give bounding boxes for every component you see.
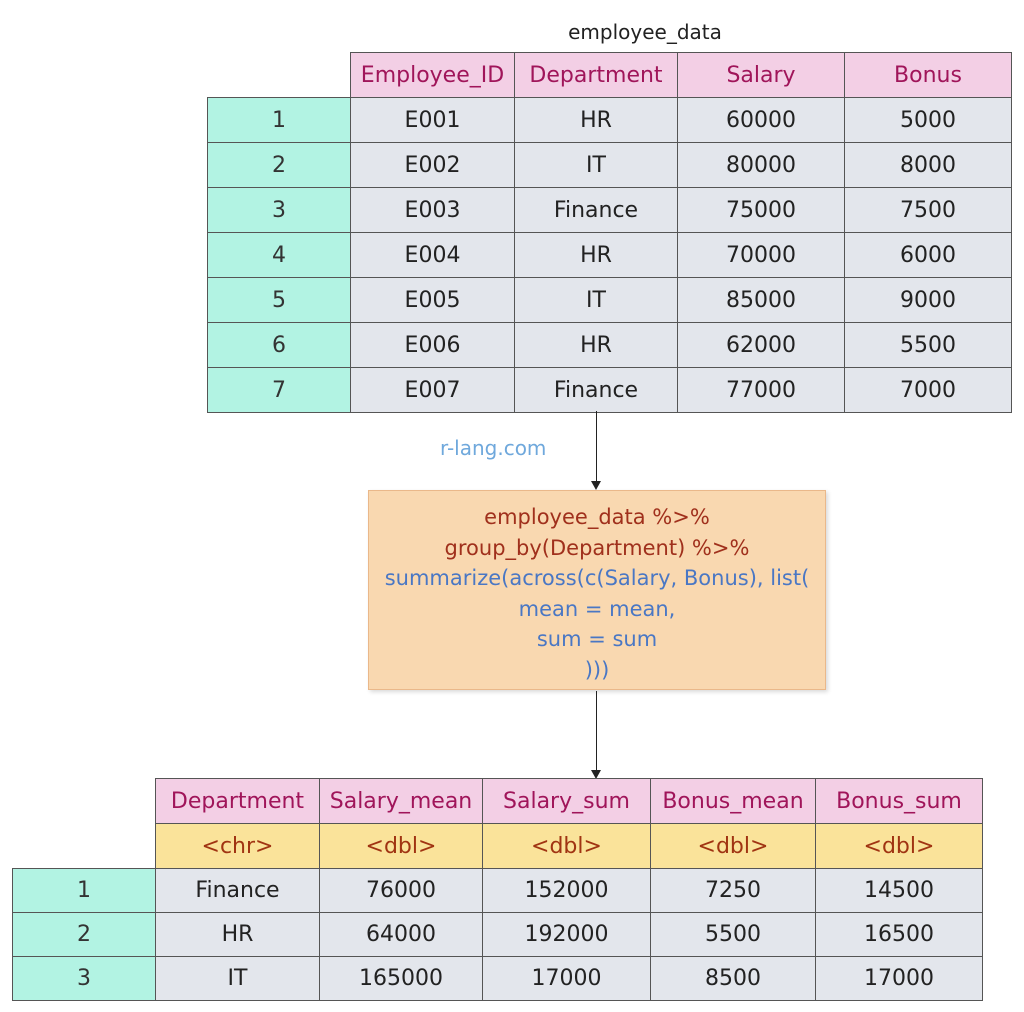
table-row [208, 278, 1012, 323]
table-cell: E001 [351, 98, 515, 143]
table-cell: E004 [351, 233, 515, 278]
arrow-down-icon [591, 481, 601, 490]
column-header: Bonus_mean [651, 779, 816, 824]
column-header: Salary_mean [320, 779, 483, 824]
table-cell: 76000 [320, 869, 483, 913]
summary-result-table [12, 778, 983, 1001]
table-row [208, 233, 1012, 278]
table-cell: 192000 [483, 913, 651, 957]
table-cell: 64000 [320, 913, 483, 957]
table-cell: 85000 [678, 278, 845, 323]
table-cell: HR [515, 323, 678, 368]
table-cell: 6000 [845, 233, 1012, 278]
column-type: <dbl> [651, 824, 816, 869]
table-cell: 5500 [651, 913, 816, 957]
table-cell: IT [515, 278, 678, 323]
connector-line [596, 411, 597, 481]
table-cell: 7250 [651, 869, 816, 913]
table-cell: E002 [351, 143, 515, 188]
table-row [208, 143, 1012, 188]
corner-cell [13, 824, 156, 869]
row-index: 7 [208, 368, 351, 413]
row-index: 3 [13, 957, 156, 1001]
table-cell: E006 [351, 323, 515, 368]
column-header: Salary [678, 53, 845, 98]
table-cell: 14500 [816, 869, 983, 913]
table-cell: IT [515, 143, 678, 188]
table-cell: 70000 [678, 233, 845, 278]
table-cell: 7500 [845, 188, 1012, 233]
table-cell: 62000 [678, 323, 845, 368]
table-cell: Finance [515, 368, 678, 413]
table-cell: 152000 [483, 869, 651, 913]
table-cell: 9000 [845, 278, 1012, 323]
row-index: 5 [208, 278, 351, 323]
row-index: 3 [208, 188, 351, 233]
table-cell: Finance [515, 188, 678, 233]
code-line: employee_data %>% [484, 505, 710, 529]
table-cell: HR [156, 913, 320, 957]
header-row [13, 779, 983, 824]
column-header: Bonus [845, 53, 1012, 98]
table-cell: HR [515, 98, 678, 143]
header-row [208, 53, 1012, 98]
row-index: 1 [208, 98, 351, 143]
code-block [368, 490, 826, 690]
table-row [208, 323, 1012, 368]
table-cell: 17000 [483, 957, 651, 1001]
table-cell: 165000 [320, 957, 483, 1001]
table-cell: 80000 [678, 143, 845, 188]
table-row [208, 188, 1012, 233]
column-header: Department [515, 53, 678, 98]
row-index: 1 [13, 869, 156, 913]
table-row [13, 913, 983, 957]
code-line: ))) [584, 657, 610, 682]
table-cell: HR [515, 233, 678, 278]
connector-line [596, 691, 597, 770]
table-cell: E003 [351, 188, 515, 233]
table-cell: 7000 [845, 368, 1012, 413]
column-header: Salary_sum [483, 779, 651, 824]
column-type: <dbl> [320, 824, 483, 869]
table-cell: 77000 [678, 368, 845, 413]
table-cell: E005 [351, 278, 515, 323]
corner-cell [13, 779, 156, 824]
table-cell: 75000 [678, 188, 845, 233]
row-index: 4 [208, 233, 351, 278]
table-row [208, 368, 1012, 413]
type-row [13, 824, 983, 869]
watermark-text: r-lang.com [440, 436, 547, 460]
table-cell: 8000 [845, 143, 1012, 188]
table-row [13, 957, 983, 1001]
table-cell: 16500 [816, 913, 983, 957]
table-row [208, 98, 1012, 143]
table-cell: 8500 [651, 957, 816, 1001]
row-index: 2 [13, 913, 156, 957]
column-type: <dbl> [816, 824, 983, 869]
code-line: summarize(across(c(Salary, Bonus), list( [384, 566, 810, 590]
table-cell: 60000 [678, 98, 845, 143]
column-header: Department [156, 779, 320, 824]
table-title: employee_data [568, 20, 722, 44]
row-index: 6 [208, 323, 351, 368]
table-cell: IT [156, 957, 320, 1001]
table-cell: 5000 [845, 98, 1012, 143]
column-type: <dbl> [483, 824, 651, 869]
table-cell: 17000 [816, 957, 983, 1001]
table-row [13, 869, 983, 913]
employee-data-table [207, 52, 1012, 413]
table-cell: 5500 [845, 323, 1012, 368]
corner-cell [208, 53, 351, 98]
column-header: Bonus_sum [816, 779, 983, 824]
column-type: <chr> [156, 824, 320, 869]
code-line: sum = sum [536, 627, 658, 651]
row-index: 2 [208, 143, 351, 188]
code-line: mean = mean, [518, 596, 676, 621]
table-cell: E007 [351, 368, 515, 413]
code-line: group_by(Department) %>% [444, 535, 750, 560]
column-header: Employee_ID [351, 53, 515, 98]
table-cell: Finance [156, 869, 320, 913]
